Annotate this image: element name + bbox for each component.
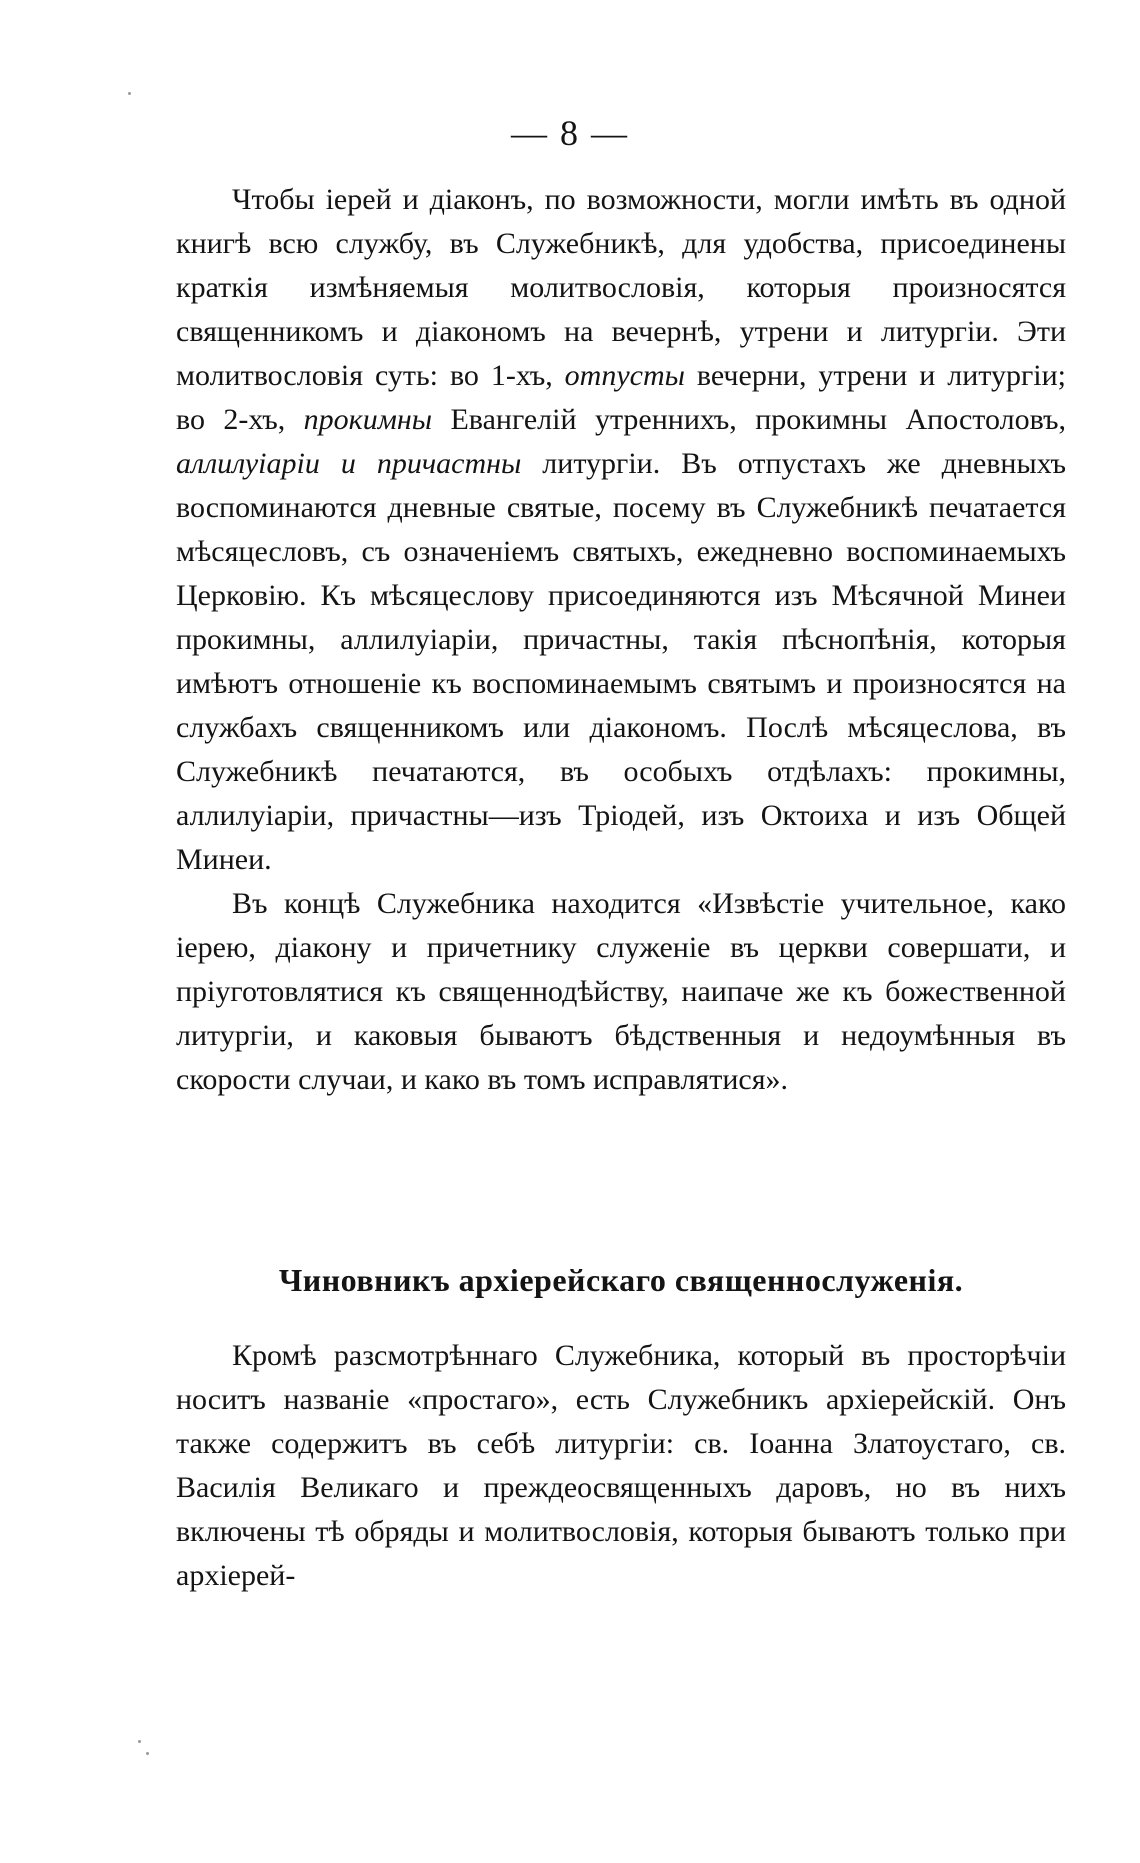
section-heading: Чиновникъ архіерейскаго священнослуженія. [278, 1262, 964, 1298]
text-segment: литургіи. Въ отпустахъ же дневныхъ воспоминаются дневные святые, посему въ Служебникѣ печатается мѣсяцесловъ, съ означеніемъ святыхъ, ежедневно воспоминаемыхъ Церковію. Къ мѣсяцеслову присоединяются изъ Мѣсячной Минеи прокимны, аллилуіаріи, причастны, такія пѣснопѣнія, которыя имѣютъ отношеніе къ воспоминаемымъ святымъ и произносятся на службахъ священникомъ или діакономъ. Послѣ мѣсяцеслова, въ Служебникѣ печатаются, въ особыхъ отдѣлахъ: прокимны, аллилуіаріи, причастны—изъ Тріодей, изъ Октоиха и изъ Общей Минеи. [176, 447, 1066, 876]
text-segment: Евангелій утреннихъ, прокимны Апостоловъ, [432, 403, 1066, 436]
bottom-text-block [176, 1334, 1066, 1598]
paragraph-1 [176, 178, 1066, 882]
paragraph-2 [176, 882, 1066, 1102]
text-segment: вечерни, утрени и литургіи; во 2-хъ, [176, 359, 1066, 436]
paragraph-3 [176, 1334, 1066, 1598]
text-segment: Кромѣ разсмотрѣннаго Служебника, который въ просторѣчіи носитъ названіе «простаго», есть Служебникъ архіерейскій. Онъ также содержитъ въ себѣ литургіи: св. Іоанна Златоустаго, св. Василія Великаго и преждеосвященныхъ даровъ, но въ нихъ включены тѣ обряды и молитвословія, которыя бываютъ только при архіерей- [176, 1339, 1066, 1592]
print-speck [146, 1752, 149, 1755]
text-segment: Чтобы іерей и діаконъ, по возможности, могли имѣть въ одной книгѣ всю службу, въ Служебникѣ, для удобства, присоединены краткія измѣняемыя молитвословія, которыя произносятся священникомъ и діакономъ на вечернѣ, утрени и литургіи. Эти молитвословія суть: во 1-хъ, [176, 183, 1066, 392]
top-text-block [176, 178, 1066, 1102]
italic-term: аллилуіаріи и причастны [176, 447, 522, 480]
italic-term: отпусты [564, 359, 685, 392]
page-number: — 8 — [511, 113, 629, 153]
text-segment: Въ концѣ Служебника находится «Извѣстіе учительное, како іерею, діакону и причетнику служеніе въ церкви совершати, и пріуготовлятися къ священнодѣйству, наипаче же къ божественной литургіи, и каковыя бываютъ бѣдственныя и недоумѣнныя въ скорости случаи, и како въ томъ исправлятися». [176, 887, 1066, 1096]
print-speck [128, 92, 131, 95]
print-speck [138, 1740, 141, 1743]
italic-term: прокимны [303, 403, 433, 436]
